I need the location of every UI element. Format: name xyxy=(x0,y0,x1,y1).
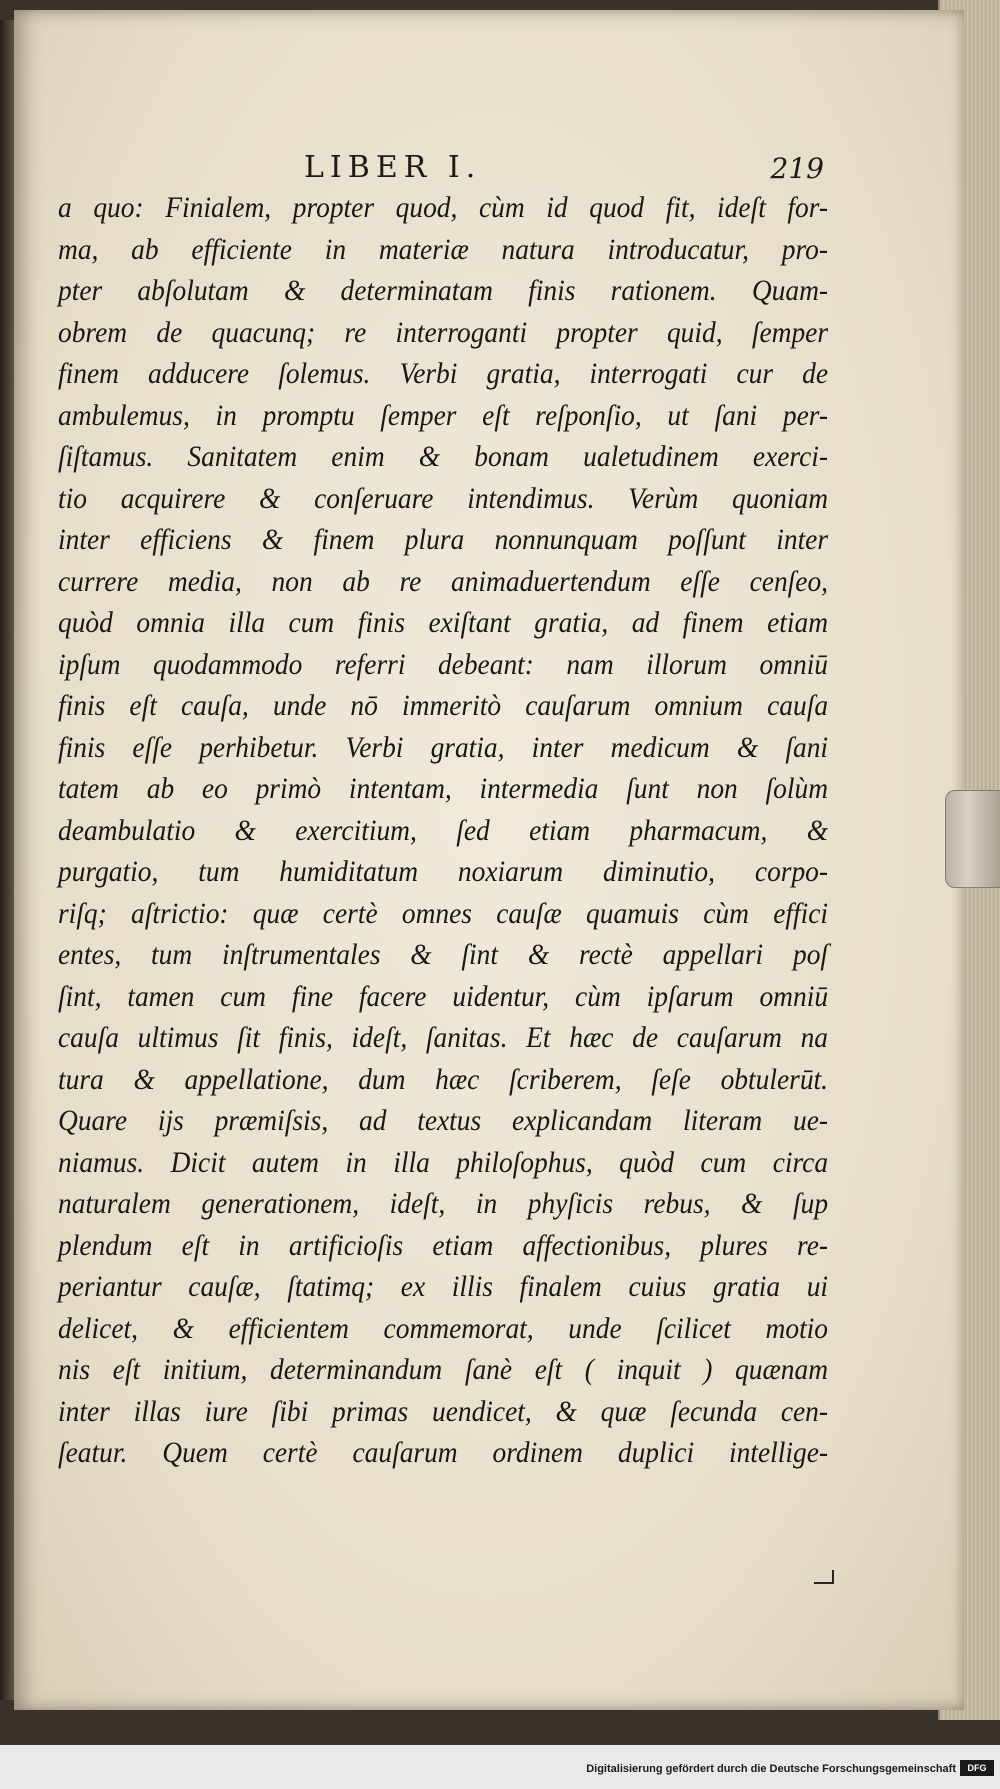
text-line: naturalem generationem, ideſt, in phyſicis rebus, & ſup xyxy=(58,1188,829,1220)
catchword-mark xyxy=(814,1570,834,1584)
text-line: riſq; aſtrictio: quæ certè omnes cauſæ quamuis cùm effici xyxy=(58,897,829,930)
text-line: ambulemus, in promptu ſemper eſt reſponſio, ut ſani per- xyxy=(58,399,829,432)
text-line: tatem ab eo primò intentam, intermedia ſunt non ſolùm xyxy=(58,773,829,805)
digitization-footer xyxy=(0,1745,1000,1789)
text-line: finis eſt cauſa, unde nō immeritò cauſarum omnium cauſa xyxy=(58,690,829,722)
text-line: delicet, & efficientem commemorat, unde ſcilicet motio xyxy=(58,1312,829,1345)
text-line: niamus. Dicit autem in illa philoſophus, quòd cum circa xyxy=(58,1146,829,1179)
book-page xyxy=(14,10,964,1710)
text-line: a quo: Finialem, propter quod, cùm id quod fit, ideſt for- xyxy=(58,192,829,224)
text-line: obrem de quacunq; re interroganti propter quid, ſemper xyxy=(58,316,829,349)
page-number: 219 xyxy=(770,152,824,185)
page-header xyxy=(304,150,824,190)
body-text xyxy=(58,188,828,1475)
text-line: Quare ijs præmiſsis, ad textus explicandam literam ue- xyxy=(58,1105,829,1137)
text-line: plendum eſt in artificioſis etiam affectionibus, plures re- xyxy=(58,1229,829,1262)
text-line: ſeatur. Quem certè cauſarum ordinem duplici intellige- xyxy=(58,1437,829,1469)
text-line: tura & appellatione, dum hæc ſcriberem, ſeſe obtulerūt. xyxy=(58,1063,829,1096)
text-line: tio acquirere & conſeruare intendimus. Verùm quoniam xyxy=(58,482,829,515)
running-title: LIBER I. xyxy=(304,150,482,185)
text-line: ma, ab efficiente in materiæ natura introducatur, pro- xyxy=(58,233,829,266)
text-line: entes, tum inſtrumentales & ſint & rectè appellari poſ xyxy=(58,939,829,971)
footer-credit: Digitalisierung gefördert durch die Deutsche Forschungsgemeinschaft xyxy=(586,1763,956,1775)
text-line: pter abſolutam & determinatam finis rationem. Quam- xyxy=(58,275,829,307)
text-line: ſint, tamen cum fine facere uidentur, cùm ipſarum omniū xyxy=(58,980,829,1013)
dfg-logo: DFG xyxy=(960,1760,994,1776)
text-line: finem adducere ſolemus. Verbi gratia, interrogati cur de xyxy=(58,358,829,390)
text-line: ſiſtamus. Sanitatem enim & bonam ualetudinem exerci- xyxy=(58,441,829,473)
text-line: purgatio, tum humiditatum noxiarum diminutio, corpo- xyxy=(58,856,829,888)
text-line: deambulatio & exercitium, ſed etiam pharmacum, & xyxy=(58,814,829,847)
text-line: inter illas iure ſibi primas uendicet, & quæ ſecunda cen- xyxy=(58,1395,829,1428)
text-line: ipſum quodammodo referri debeant: nam illorum omniū xyxy=(58,648,829,681)
text-line: inter efficiens & finem plura nonnunquam poſſunt inter xyxy=(58,524,829,556)
text-line: currere media, non ab re animaduertendum eſſe cenſeo, xyxy=(58,565,829,598)
page-tab-marker xyxy=(945,790,1000,888)
text-line: nis eſt initium, determinandum ſanè eſt ( inquit ) quænam xyxy=(58,1354,829,1386)
text-line: finis eſſe perhibetur. Verbi gratia, inter medicum & ſani xyxy=(58,731,829,764)
text-line: cauſa ultimus ſit finis, ideſt, ſanitas. Et hæc de cauſarum na xyxy=(58,1022,829,1054)
text-line: quòd omnia illa cum finis exiſtant gratia, ad finem etiam xyxy=(58,607,829,639)
text-line: periantur cauſæ, ſtatimq; ex illis finalem cuius gratia ui xyxy=(58,1271,829,1303)
